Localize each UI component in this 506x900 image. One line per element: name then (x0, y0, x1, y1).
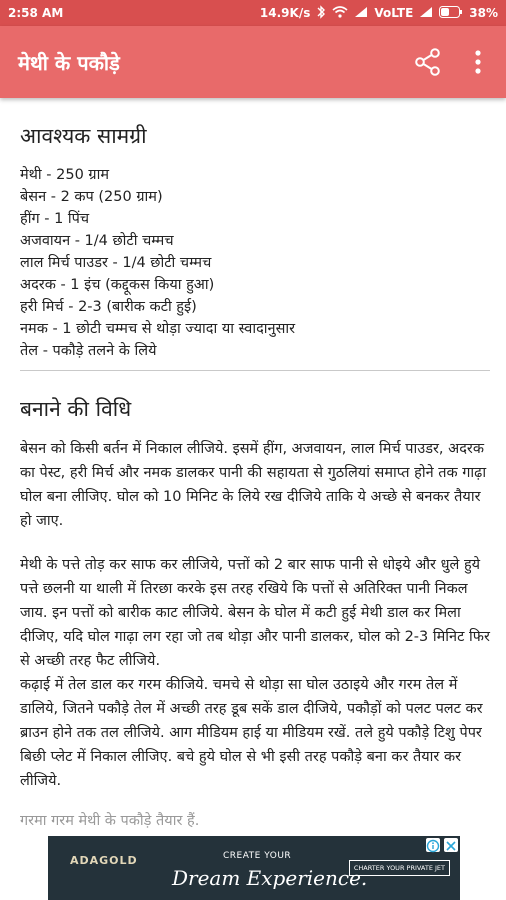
status-right (260, 5, 498, 22)
recipe-content (20, 98, 490, 848)
method-paragraph: बेसन को किसी बर्तन में निकाल लीजिये. इसमें हींग, अजवायन, लाल मिर्च पाउडर, अदरक का पेस्ट, हरी मिर्च और नमक डालकर पानी की सहायता से गुठलियां समाप्त होने तक गाढ़ा घोल बना लीजिए. घोल को 10 मिनिट के लिये रख दीजिये ताकि ये अच्छे से बनकर तैयार हो जाए. (20, 441, 487, 529)
method-paragraph: मेथी के पत्ते तोड़ कर साफ कर लीजिये, पत्तों को 2 बार साफ पानी से धोइये और धुले हुये पत्ते छलनी या थाली में तिरछा करके इस तरह रखिये कि पत्तों से अतिरिक्त पानी निकल जाय. इन पत्तों को बारीक काट लीजिये. बेसन के घोल में कटी हुई मेथी डाल कर मिला दीजिए, यदि घोल गाढ़ा लग रहा जो तब थोड़ा और पानी डालकर, घोल को 2-3 मिनिट फिर से अच्छी तरह फैट लीजिये. (20, 557, 490, 669)
ad-cta-button[interactable]: CHARTER YOUR PRIVATE JET (349, 860, 450, 876)
ingredient-item: हरी मिर्च - 2-3 (बारीक कटी हुई) (20, 299, 197, 315)
ingredient-item: लाल मिर्च पाउडर - 1/4 छोटी चम्मच (20, 255, 212, 271)
ingredient-item: हींग - 1 पिंच (20, 211, 90, 227)
share-icon (413, 47, 443, 77)
battery-icon (439, 6, 463, 21)
ingredient-item: अजवायन - 1/4 छोटी चम्मच (20, 233, 174, 249)
status-time: 2:58 AM (8, 6, 64, 20)
method-paragraph: गरमा गरम मेथी के पकौड़े तैयार हैं. (20, 813, 200, 829)
ad-banner[interactable] (48, 836, 460, 900)
ingredient-item: मेथी - 250 ग्राम (20, 167, 110, 183)
section-divider (20, 370, 490, 371)
signal-icon-2 (419, 6, 433, 21)
method-heading: बनाने की विधि (20, 397, 132, 421)
signal-icon (354, 6, 368, 21)
page-title: मेथी के पकौड़े (18, 50, 120, 75)
ad-subheading: CREATE YOUR (223, 851, 292, 861)
ingredients-list (20, 164, 490, 362)
status-bar (0, 0, 506, 26)
ad-headline: Dream Experience. (172, 866, 368, 890)
ingredients-heading: आवश्यक सामग्री (20, 124, 147, 148)
ingredient-item: बेसन - 2 कप (250 ग्राम) (20, 189, 163, 205)
method-paragraph: कढ़ाई में तेल डाल कर गरम कीजिये. चमचे से थोड़ा सा घोल उठाइये और गरम तेल में डालिये, जितने पकौड़े तेल में अच्छी तरह डूब सकें डाल दीजिये, पकौड़ों को पलट पलट कर ब्राउन होने तक तल लीजिये. आग मीडियम हाई या मीडियम रखें. तले हुये पकौड़े टिशु पेपर बिछी प्लेट में निकाल लीजिए. बचे हुये घोल से भी इसी तरह पकौड़े बना कर तैयार कर लीजिये. (20, 677, 483, 789)
app-bar (0, 26, 506, 98)
bluetooth-icon (316, 5, 326, 22)
ingredient-item: नमक - 1 छोटी चम्मच से थोड़ा ज्यादा या स्वादानुसार (20, 321, 296, 337)
ad-info-icon[interactable] (426, 838, 440, 852)
network-type: VoLTE (374, 6, 414, 20)
battery-level: 38% (469, 6, 498, 20)
ingredient-item: तेल - पकौड़े तलने के लिये (20, 343, 157, 359)
wifi-icon (332, 6, 348, 21)
overflow-menu-button[interactable] (456, 40, 500, 84)
ad-close-icon[interactable] (444, 838, 458, 852)
more-vert-icon (474, 49, 482, 75)
ingredient-item: अदरक - 1 इंच (कद्दूकस किया हुआ) (20, 277, 215, 293)
network-speed: 14.9K/s (259, 6, 311, 20)
ad-brand: ADAGOLD (70, 854, 138, 867)
share-button[interactable] (406, 40, 450, 84)
